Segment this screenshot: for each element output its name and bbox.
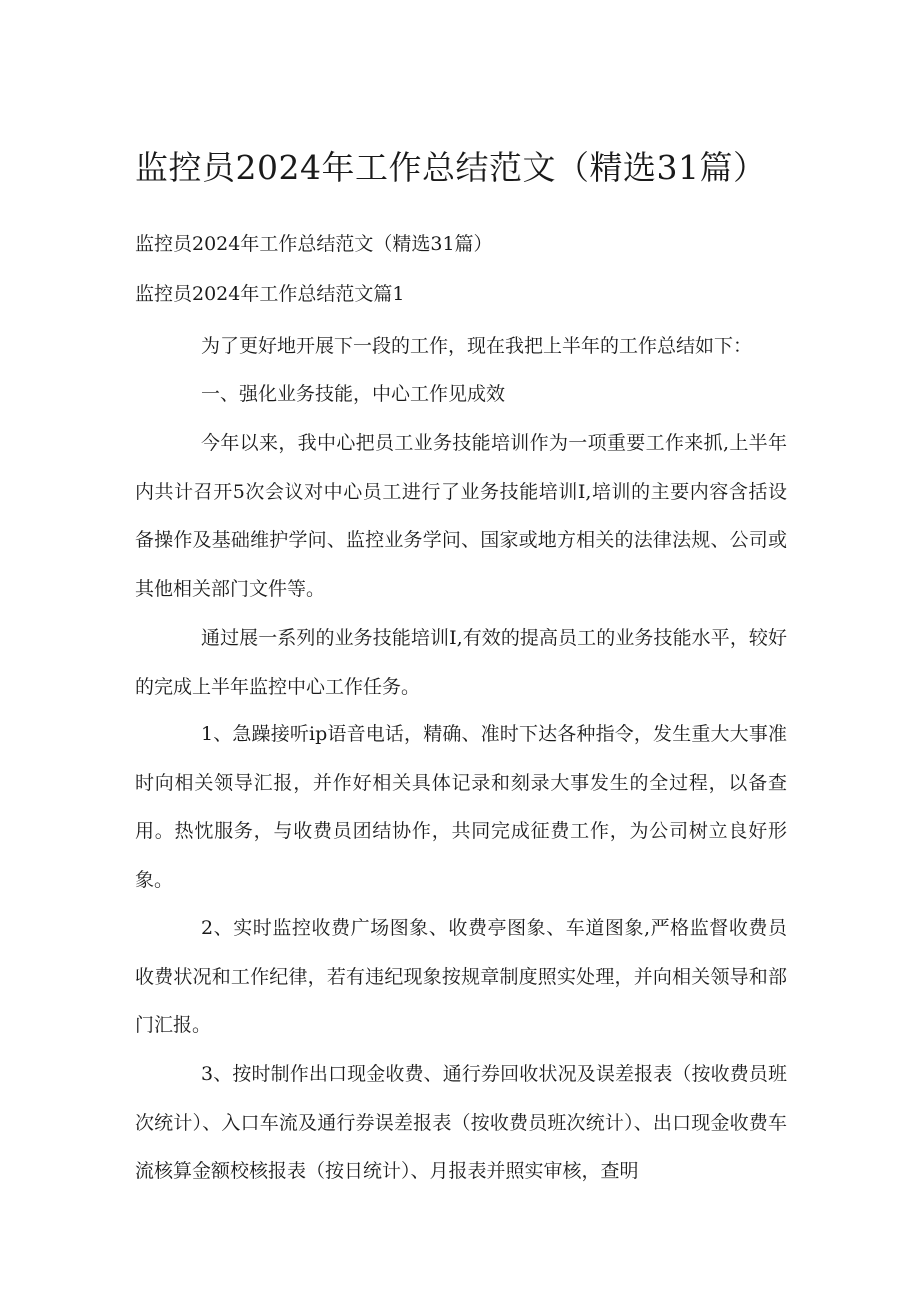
paragraph: 今年以来，我中心把员工业务技能培训作为一项重要工作来抓,上半年内共计召开5次会议对中心员工进行了业务技能培训I,培训的主要内容含括设备操作及基础维护学问、监控业务学问、国家或地方相关的法律法规、公司或其他相关部门文件等。 <box>135 432 787 601</box>
section-heading: 监控员2024年工作总结范文篇1 <box>135 283 405 305</box>
paragraph: 3、按时制作出口现金收费、通行券回收状况及误差报表（按收费员班次统计）、入口车流及通行券误差报表（按收费员班次统计）、出口现金收费车流核算金额校核报表（按日统计）、月报表并照实审核，查明 <box>135 1063 787 1183</box>
document-title: 监控员2024年工作总结范文（精选31篇） <box>135 148 767 187</box>
paragraph: 2、实时监控收费广场图象、收费亭图象、车道图象,严格监督收费员收费状况和工作纪律，若有违纪现象按规章制度照实处理，并向相关领导和部门汇报。 <box>135 917 787 1037</box>
document-subtitle: 监控员2024年工作总结范文（精选31篇） <box>135 233 493 255</box>
paragraph-heading: 一、强化业务技能，中心工作见成效 <box>201 383 506 405</box>
paragraph: 通过展一系列的业务技能培训I,有效的提高员工的业务技能水平，较好的完成上半年监控中心工作任务。 <box>135 627 787 698</box>
paragraph: 1、急躁接听ip语音电话，精确、准时下达各种指令，发生重大大事准时向相关领导汇报，并作好相关具体记录和刻录大事发生的全过程，以备查用。热忱服务，与收费员团结协作，共同完成征费工作，为公司树立良好形象。 <box>135 723 787 892</box>
paragraph: 为了更好地开展下一段的工作，现在我把上半年的工作总结如下： <box>201 335 753 357</box>
